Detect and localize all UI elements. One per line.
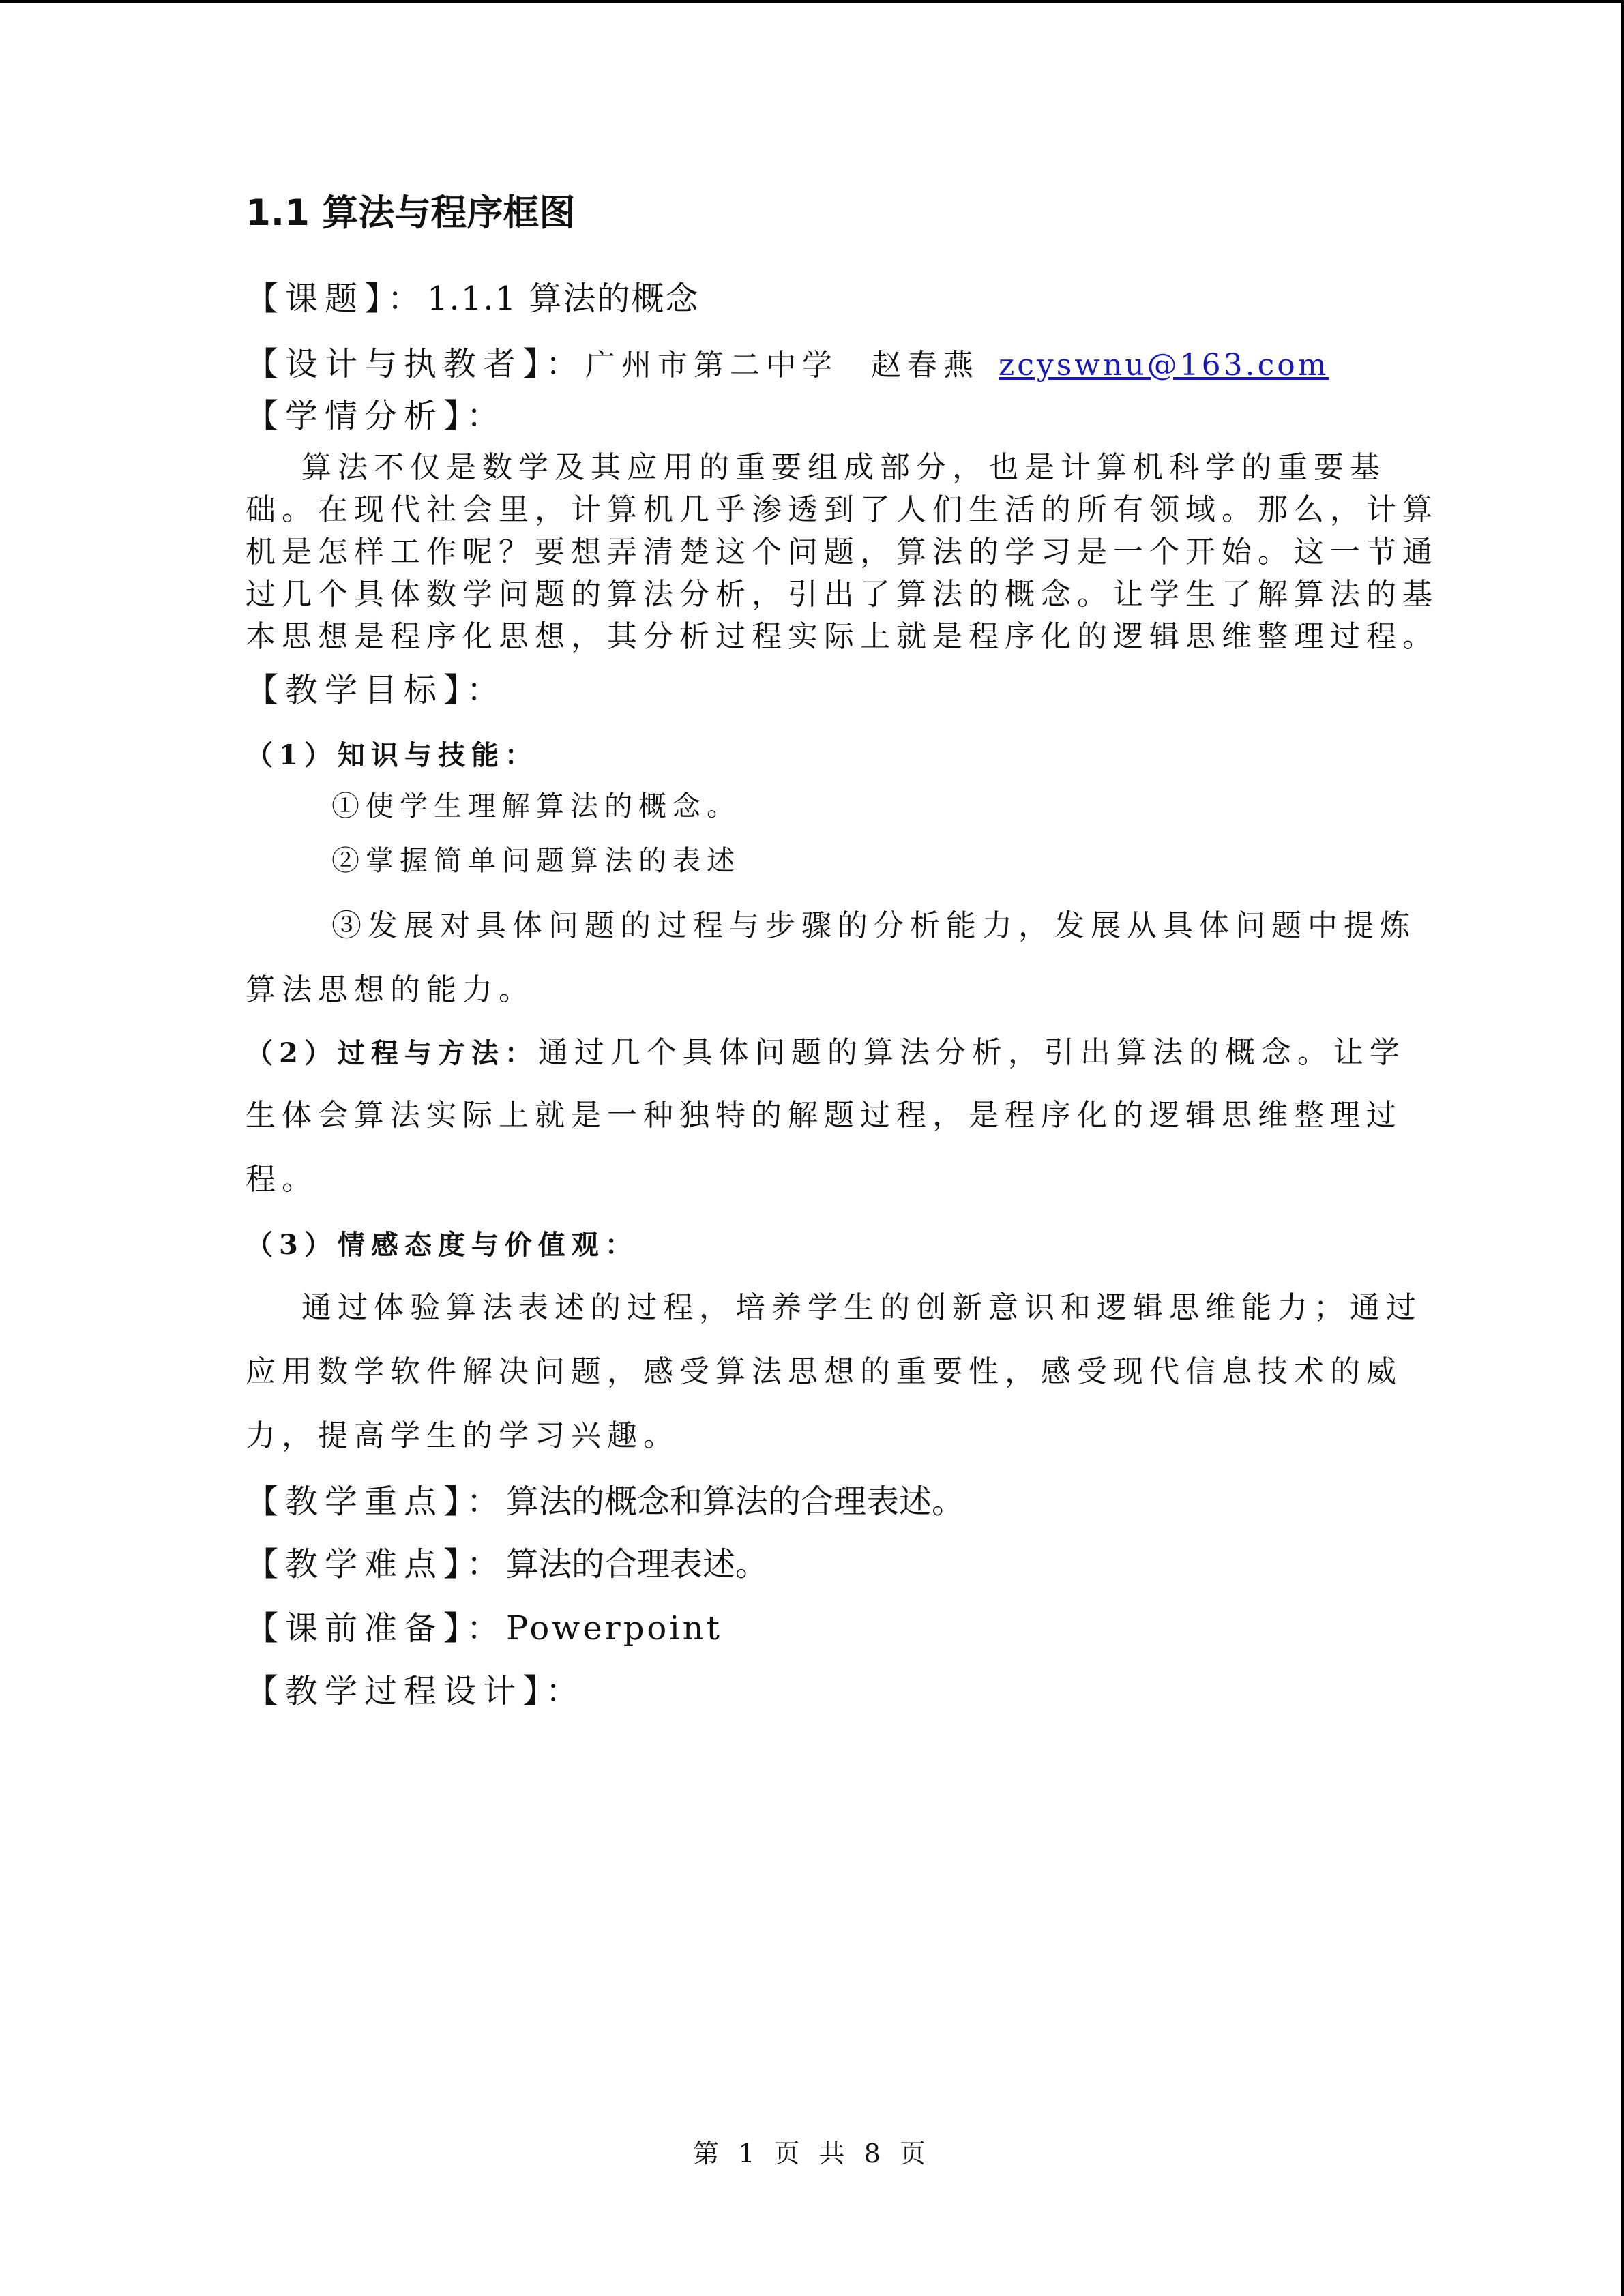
objectives-label: 【教学目标】： <box>246 671 507 709</box>
key-points-row <box>246 1482 965 1521</box>
knowledge-item: ②掌握简单问题算法的表述 <box>331 844 741 877</box>
analysis-label: 【学情分析】： <box>246 397 507 435</box>
key-points-value: 算法的概念和算法的合理表述。 <box>506 1482 965 1521</box>
topic-label: 【课题】： <box>246 280 428 318</box>
difficulties-row <box>246 1545 769 1583</box>
analysis-line: 础。在现代社会里，计算机几乎渗透到了人们生活的所有领域。那么，计算 <box>246 492 1438 527</box>
page-footer: 第 1 页 共 8 页 <box>693 2138 931 2168</box>
designer-label: 【设计与执教者】： <box>246 345 586 383</box>
analysis-line: 机是怎样工作呢？要想弄清楚这个问题，算法的学习是一个开始。这一节通 <box>246 535 1438 569</box>
knowledge-item: ③发展对具体问题的过程与步骤的分析能力，发展从具体问题中提炼 <box>331 908 1416 943</box>
designer-school: 广州市第二中学 <box>585 348 839 383</box>
designer-email-link[interactable]: zcyswnu@163.com <box>999 348 1329 383</box>
page-border-top <box>0 0 1624 3</box>
page-border-right <box>1621 0 1624 2296</box>
attitude-line: 应用数学软件解决问题，感受算法思想的重要性，感受现代信息技术的威 <box>246 1354 1402 1389</box>
topic-value: 1.1.1 算法的概念 <box>427 280 700 318</box>
analysis-line: 过几个具体数学问题的算法分析，引出了算法的概念。让学生了解算法的基 <box>246 577 1438 612</box>
preparation-row <box>246 1609 722 1648</box>
preparation-value: Powerpoint <box>506 1609 722 1648</box>
attitude-heading: （3）情感态度与价值观： <box>246 1229 638 1261</box>
attitude-line: 通过体验算法表述的过程，培养学生的创新意识和逻辑思维能力；通过 <box>301 1290 1422 1325</box>
process-design-label: 【教学过程设计】： <box>246 1672 586 1710</box>
topic-row <box>246 280 700 318</box>
analysis-line: 算法不仅是数学及其应用的重要组成部分，也是计算机科学的重要基 <box>301 450 1386 485</box>
process-heading: （2）过程与方法： <box>246 1037 538 1069</box>
process-line: 生体会算法实际上就是一种独特的解题过程，是程序化的逻辑思维整理过 <box>246 1098 1402 1133</box>
attitude-line: 力，提高学生的学习兴趣。 <box>246 1418 679 1453</box>
knowledge-item: ①使学生理解算法的概念。 <box>331 790 741 822</box>
process-line: 程。 <box>246 1162 318 1197</box>
designer-name: 赵春燕 <box>871 348 980 383</box>
knowledge-continuation: 算法思想的能力。 <box>246 972 535 1007</box>
designer-row <box>246 345 1329 383</box>
process-row <box>246 1035 1406 1070</box>
key-points-label: 【教学重点】： <box>246 1482 507 1521</box>
difficulties-value: 算法的合理表述。 <box>506 1545 769 1583</box>
preparation-label: 【课前准备】： <box>246 1609 507 1648</box>
knowledge-heading: （1）知识与技能： <box>246 739 538 771</box>
difficulties-label: 【教学难点】： <box>246 1545 507 1583</box>
process-line: 通过几个具体问题的算法分析，引出算法的概念。让学 <box>537 1035 1406 1070</box>
section-title: 1.1 算法与程序框图 <box>246 192 576 234</box>
analysis-line: 本思想是程序化思想，其分析过程实际上就是程序化的逻辑思维整理过程。 <box>246 619 1438 654</box>
